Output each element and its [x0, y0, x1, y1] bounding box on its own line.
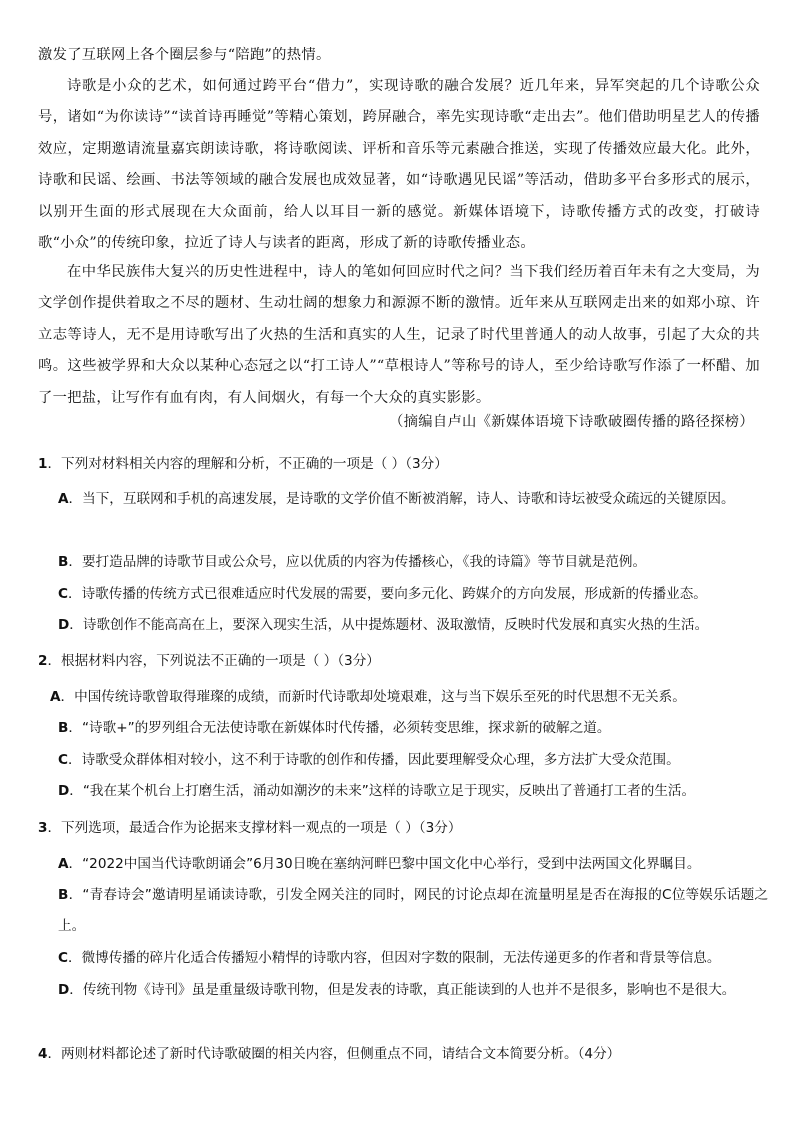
option-letter: B — [58, 720, 69, 736]
question-1-option-b[interactable] — [58, 547, 768, 578]
question-stem: ．下列对材料相关内容的理解和分析，不正确的一项是（ ）（3分） — [47, 456, 448, 472]
passage-paragraph-1: 诗歌是小众的艺术，如何通过跨平台“借力”，实现诗歌的融合发展？近几年来，异军突起的几个诗歌公众号，诸如“为你读诗”“读首诗再睡觉”等精心策划，跨屏融合，率先实现诗歌“走出去”。他们借助明星艺人的传播效应，定期邀请流量嘉宾朗读诗歌，将诗歌阅读、评析和音乐等元素融合推送，实现了传播效应最大化。此外，诗歌和民谣、绘画、书法等领域的融合发展也成效显著，如“诗歌遇见民谣”等活动，借助多平台多形式的展示，以别开生面的形式展现在大众面前，给人以耳目一新的感觉。新媒体语境下，诗歌传播方式的改变，打破诗歌“小众”的传统印象，拉近了诗人与读者的距离，形成了新的诗歌传播业态。 — [38, 78, 760, 252]
option-text: ．微博传播的碎片化适合传播短小精悍的诗歌内容，但因对字数的限制，无法传递更多的作者和背景等信息。 — [67, 950, 721, 966]
question-2-option-d[interactable] — [58, 776, 768, 807]
question-3-option-b[interactable] — [58, 880, 768, 943]
question-number: 4 — [38, 1046, 48, 1062]
option-text: ．诗歌受众群体相对较小，这不利于诗歌的创作和传播，因此要理解受众心理，多方法扩大受众范围。 — [67, 752, 680, 768]
question-2 — [38, 646, 762, 676]
question-2-option-c[interactable] — [58, 745, 768, 776]
option-text: ．诗歌传播的传统方式已很难适应时代发展的需要，要向多元化、跨媒介的方向发展，形成新的传播业态。 — [67, 586, 707, 602]
passage-paragraph-2: 在中华民族伟大复兴的历史性进程中，诗人的笔如何回应时代之问？当下我们经历着百年未有之大变局，为文学创作提供着取之不尽的题材、生动壮阔的想象力和源源不断的激情。近年来从互联网走出来的如郑小琼、许立志等诗人，无不是用诗歌写出了火热的生活和真实的人生，记录了时代里普通人的动人故事，引起了大众的共鸣。这些被学界和大众以某种心态冠之以“打工诗人”“草根诗人”等称号的诗人，至少给诗歌写作添了一杯醋、加了一把盐，让写作有血有肉，有人间烟火，有每一个大众的真实影影。 — [38, 264, 760, 406]
passage-source: （摘编自卢山《新媒体语境下诗歌破圈传播的路径探榜） — [389, 414, 754, 430]
passage-paragraph-0: 激发了互联网上各个圈层参与“陪跑”的热情。 — [38, 47, 331, 63]
question-3-option-d[interactable] — [58, 975, 768, 1006]
question-3 — [38, 813, 762, 843]
option-letter: B — [58, 554, 69, 570]
option-letter: C — [58, 586, 68, 602]
option-text: ．“青春诗会”邀请明星诵读诗歌，引发全网关注的同时，网民的讨论点却在流量明星是否在海报的C位等娱乐话题之上。 — [58, 887, 768, 935]
option-text: ．要打造品牌的诗歌节目或公众号，应以优质的内容为传播核心，《我的诗篇》等节目就是范例。 — [68, 554, 647, 570]
option-text: ．中国传统诗歌曾取得璀璨的成绩，而新时代诗歌却处境艰难，这与当下娱乐至死的时代思想不无关系。 — [60, 689, 686, 705]
question-4 — [38, 1039, 762, 1069]
option-letter: A — [58, 856, 69, 872]
question-stem: ．下列选项，最适合作为论据来支撑材料一观点的一项是（ ）（3分） — [47, 820, 462, 836]
option-letter: D — [58, 617, 70, 633]
question-2-option-b[interactable] — [58, 713, 768, 744]
option-text: ．“诗歌+”的罗列组合无法使诗歌在新媒体时代传播，必须转变思维，探求新的破解之道。 — [68, 720, 611, 736]
option-text: ．传统刊物《诗刊》虽是重量级诗歌刊物，但是发表的诗歌，真正能读到的人也并不是很多，影响也不是很大。 — [69, 982, 736, 998]
question-1-option-a[interactable] — [58, 484, 768, 515]
option-text: ．“2022中国当代诗歌朗诵会”6月30日晚在塞纳河畔巴黎中国文化中心举行，受到中法两国文化界瞩目。 — [68, 856, 701, 872]
option-text: ．当下，互联网和手机的高速发展，是诗歌的文学价值不断被消解，诗人、诗歌和诗坛被受众疏远的关键原因。 — [68, 491, 735, 507]
option-letter: B — [58, 887, 69, 903]
question-2-option-a[interactable] — [50, 682, 760, 713]
question-stem: ．根据材料内容，下列说法不正确的一项是（ ）（3分） — [47, 653, 380, 669]
question-1-option-d[interactable] — [58, 610, 768, 641]
question-number: 1 — [38, 456, 48, 472]
option-letter: D — [58, 982, 70, 998]
option-letter: C — [58, 752, 68, 768]
option-letter: A — [50, 689, 61, 705]
question-3-option-c[interactable] — [58, 943, 768, 974]
option-letter: D — [58, 783, 70, 799]
question-3-option-a[interactable] — [58, 849, 768, 880]
option-letter: A — [58, 491, 69, 507]
question-1 — [38, 449, 762, 479]
option-text: ．诗歌创作不能高高在上，要深入现实生活，从中提炼题材、汲取激情，反映时代发展和真实火热的生活。 — [69, 617, 709, 633]
question-stem: ．两则材料都论述了新时代诗歌破圈的相关内容，但侧重点不同，请结合文本简要分析。（4分） — [47, 1046, 621, 1062]
option-text: ．“我在某个机台上打磨生活，涌动如潮汐的未来”这样的诗歌立足于现实，反映出了普通打工者的生活。 — [69, 783, 696, 799]
question-number: 2 — [38, 653, 48, 669]
question-1-option-c[interactable] — [58, 579, 768, 610]
question-number: 3 — [38, 820, 48, 836]
option-letter: C — [58, 950, 68, 966]
